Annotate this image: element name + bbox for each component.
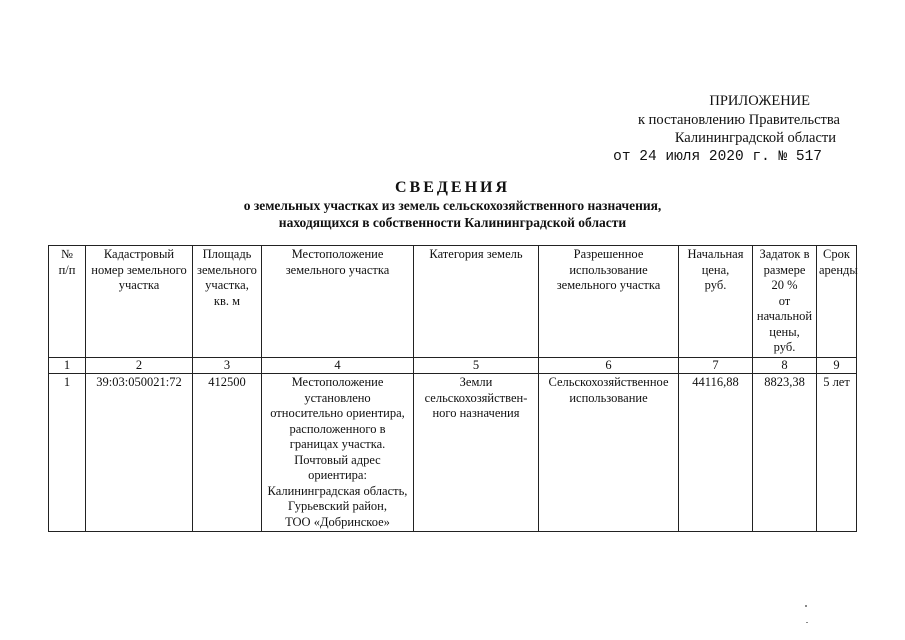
header-category: Категория земель [414,246,539,358]
column-number: 9 [817,357,857,374]
appendix-block [613,92,840,166]
header-price: Начальная цена, руб. [679,246,753,358]
header-location: Местоположение земельного участка [262,246,414,358]
header-cadastral: Кадастровый номер земельного участка [86,246,193,358]
cell-category: Земли сельскохозяйствен- ного назначения [414,374,539,532]
header-deposit: Задаток в размере 20 % от начальной цены, руб. [753,246,817,358]
appendix-line-2: Калининградской области [674,130,836,146]
document-title: СВЕДЕНИЯ [394,179,511,196]
column-number: 8 [753,357,817,374]
table-header-row [49,246,857,358]
column-number: 5 [414,357,539,374]
document-subtitle-2: находящихся в собственности Калининградской области [278,214,627,230]
column-number: 6 [539,357,679,374]
header-area: Площадь земельного участка, кв. м [193,246,262,358]
column-number: 1 [49,357,86,374]
scan-speck [806,622,808,623]
header-usage: Разрешенное использование земельного участка [539,246,679,358]
column-number-row [49,357,857,374]
cell-num: 1 [49,374,86,532]
column-number: 2 [86,357,193,374]
cell-term: 5 лет [817,374,857,532]
appendix-line-1: к постановлению Правительства [638,111,840,128]
cell-location: Местоположение установлено относительно ориентира, расположенного в границах участка. Почтовый адрес ориентира: Калининградская область, Гурьевский район, ТОО «Добринское» [262,374,414,532]
cell-price: 44116,88 [679,374,753,532]
cell-area: 412500 [193,374,262,532]
column-number: 4 [262,357,414,374]
header-num: № п/п [49,246,86,358]
column-number: 3 [193,357,262,374]
table-row [49,374,857,532]
cell-usage: Сельскохозяйственное использование [539,374,679,532]
land-plots-table [48,245,857,532]
cell-deposit: 8823,38 [753,374,817,532]
cell-cadastral: 39:03:050021:72 [86,374,193,532]
column-number: 7 [679,357,753,374]
appendix-title: ПРИЛОЖЕНИЕ [709,93,810,109]
document-heading [0,178,905,231]
document-subtitle-1: о земельных участках из земель сельскохозяйственного назначения, [243,198,662,213]
appendix-date-line: от 24 июля 2020 г. № 517 [613,148,822,165]
header-term: Срок аренды [817,246,857,358]
scan-speck [805,605,807,607]
